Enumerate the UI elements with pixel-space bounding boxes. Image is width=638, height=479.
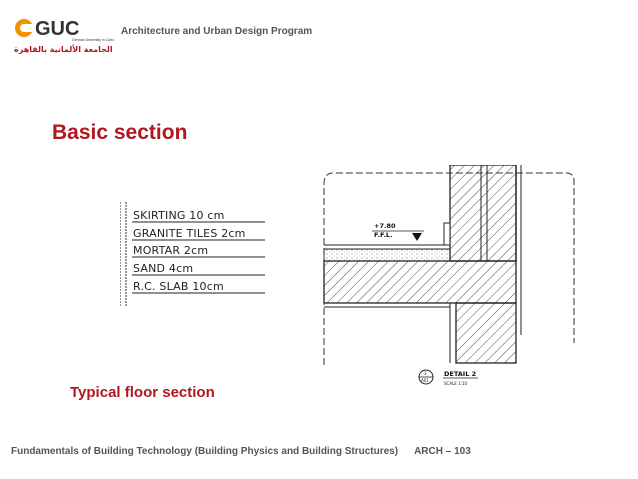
detail-scale: SCALE 1:10: [444, 381, 468, 386]
layer-label-granite: GRANITE TILES 2cm: [133, 227, 246, 240]
concrete-wall: [450, 165, 516, 261]
skirting: [444, 223, 450, 245]
rc-slab: [324, 261, 516, 303]
level-triangle-icon: [412, 233, 422, 241]
detail-title: DETAIL 2: [444, 370, 477, 378]
program-name: Architecture and Urban Design Program: [121, 26, 313, 37]
layer-label-slab: R.C. SLAB 10cm: [133, 280, 224, 293]
layer-label-sand: SAND 4cm: [133, 262, 194, 275]
concrete-wall-below: [456, 303, 516, 363]
level-value: +7.80: [374, 222, 396, 230]
logo-text: GUC: [35, 18, 80, 40]
sand-layer: [324, 249, 450, 261]
logo-arabic-text: الجامعة الألمانية بالقاهرة: [14, 45, 113, 54]
layer-callout-drawing: [120, 198, 270, 310]
guc-logo-mark: [14, 14, 114, 60]
guc-logo: [14, 14, 114, 60]
level-label: F.F.L.: [374, 231, 393, 239]
logo-cutout: [24, 24, 33, 32]
detail-tag-number: 3: [424, 371, 427, 376]
footer-code: ARCH – 103: [414, 446, 471, 457]
layer-callout: [120, 198, 270, 310]
section-detail-drawing: [316, 165, 578, 395]
detail-tag-sheet: A01: [421, 378, 429, 383]
layer-label-skirting: SKIRTING 10 cm: [133, 209, 225, 222]
drawing-caption: Typical floor section: [70, 384, 215, 401]
section-detail: [316, 165, 578, 395]
layer-label-mortar: MORTAR 2cm: [133, 244, 209, 257]
footer: [11, 446, 471, 457]
logo-subtext: German University in Cairo: [72, 38, 114, 42]
slide-title: Basic section: [52, 121, 188, 144]
footer-course: Fundamentals of Building Technology (Building Physics and Building Structures): [11, 446, 399, 457]
